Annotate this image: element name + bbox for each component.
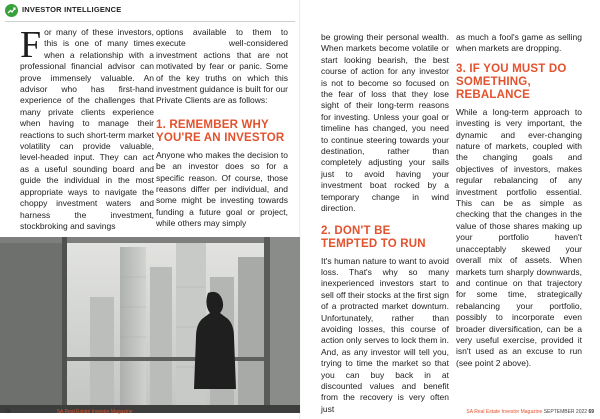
header-divider: [5, 21, 295, 22]
section-badge-icon: [5, 4, 18, 17]
heading-remember-why: 1. REMEMBER WHY YOU'RE AN INVESTOR: [156, 118, 285, 144]
page-number-left: 68: [5, 409, 11, 415]
footer-magazine-left: SA Real Estate Investor Magazine: [56, 409, 133, 415]
remember-why-body: Anyone who makes the decision to be an investor does so for a specific reason. Of course, those reasons differ per individual, and some might be investing towards funding a future goal or project, while others may simply: [156, 149, 288, 229]
column-3: [321, 32, 449, 415]
office-window-photo: [0, 237, 300, 413]
page-number-right: 69: [588, 409, 594, 415]
intro-text: or many of these investors, this is one of many times when a relationship with a professional financial advisor can prove immensely valuable. An advisor who has first-hand experience of the challenges that many private clients experience when having to manage their reactions to such short-term market volatility can provide valuable, level-headed input. They can act as a useful sounding board and guide the individual in the most appropriate ways to navigate the choppy investment waters and harness the investment, stockbroking and savings: [20, 27, 154, 231]
section-header: [0, 0, 300, 22]
dont-run-continued: as much a fool's game as selling when markets are dropping.: [456, 32, 582, 54]
dont-run-body: It's human nature to want to avoid loss. That's why so many inexperienced investors start to sell off their stocks at the first sign of a protracted market downturn. Unfortunately, rather than avoiding losses, this course of action only serves to lock them in. And, as any investor will tell you, trying to time the market so that you can buy back in at discounted values and benefit from the recovery is very often just: [321, 255, 449, 414]
footer-magazine-right: SA Real Estate Investor Magazine: [466, 409, 543, 415]
intro-continued: options available to them to execute well-considered investment actions that are not motivated by fear or panic. Some of the key truths on which this investment guidance is built for our Private Clients are as follows:: [156, 27, 288, 106]
trend-arrow-icon: [7, 6, 16, 15]
column-2: [156, 27, 288, 230]
remember-why-continued: be growing their personal wealth. When markets become volatile or start looking bearish, the best course of action for any investor is not to become so focused on the fear of loss that they lose sight of their long-term reasons for investing. Unless your goal or timeline has changed, you need to continue steering towards your destination, rather than completely adjusting your sails just to avoid having your investment boat rocked by a temporary change in wind direction.: [321, 32, 449, 214]
column-4: [456, 32, 582, 369]
rebalance-body: While a long-term approach to investing is very important, the dynamic and ever-changing nature of markets, coupled with the changing goals and objectives of investors, makes regular rebalancing of any investment portfolio essential. This can be as simple as checking that the changes in the value of those shares making up your portfolio haven't unacceptably skewed your overall mix of assets. When markets turn sharply downwards, and continue on that trajectory for some time, strategically rebalancing your portfolio, possibly to incorporate even broader diversification, can be a very useful exercise, provided it isn't used as an excuse to run (see point 2 above).: [456, 106, 582, 368]
heading-dont-run: 2. DON'T BE TEMPTED TO RUN: [321, 224, 426, 250]
footer-left: [5, 409, 133, 416]
footer-date-right: SEPTEMBER 2022: [543, 409, 588, 415]
footer-date-left: SEPTEMBER 2022: [11, 409, 56, 415]
city-view-illustration: [0, 237, 300, 413]
intro-paragraph: [20, 24, 154, 232]
drop-cap: F: [20, 24, 42, 66]
footer-right: [466, 409, 594, 416]
column-1: [20, 24, 154, 232]
section-label: INVESTOR INTELLIGENCE: [22, 5, 122, 14]
heading-rebalance: 3. IF YOU MUST DO SOMETHING, REBALANCE: [456, 62, 567, 101]
